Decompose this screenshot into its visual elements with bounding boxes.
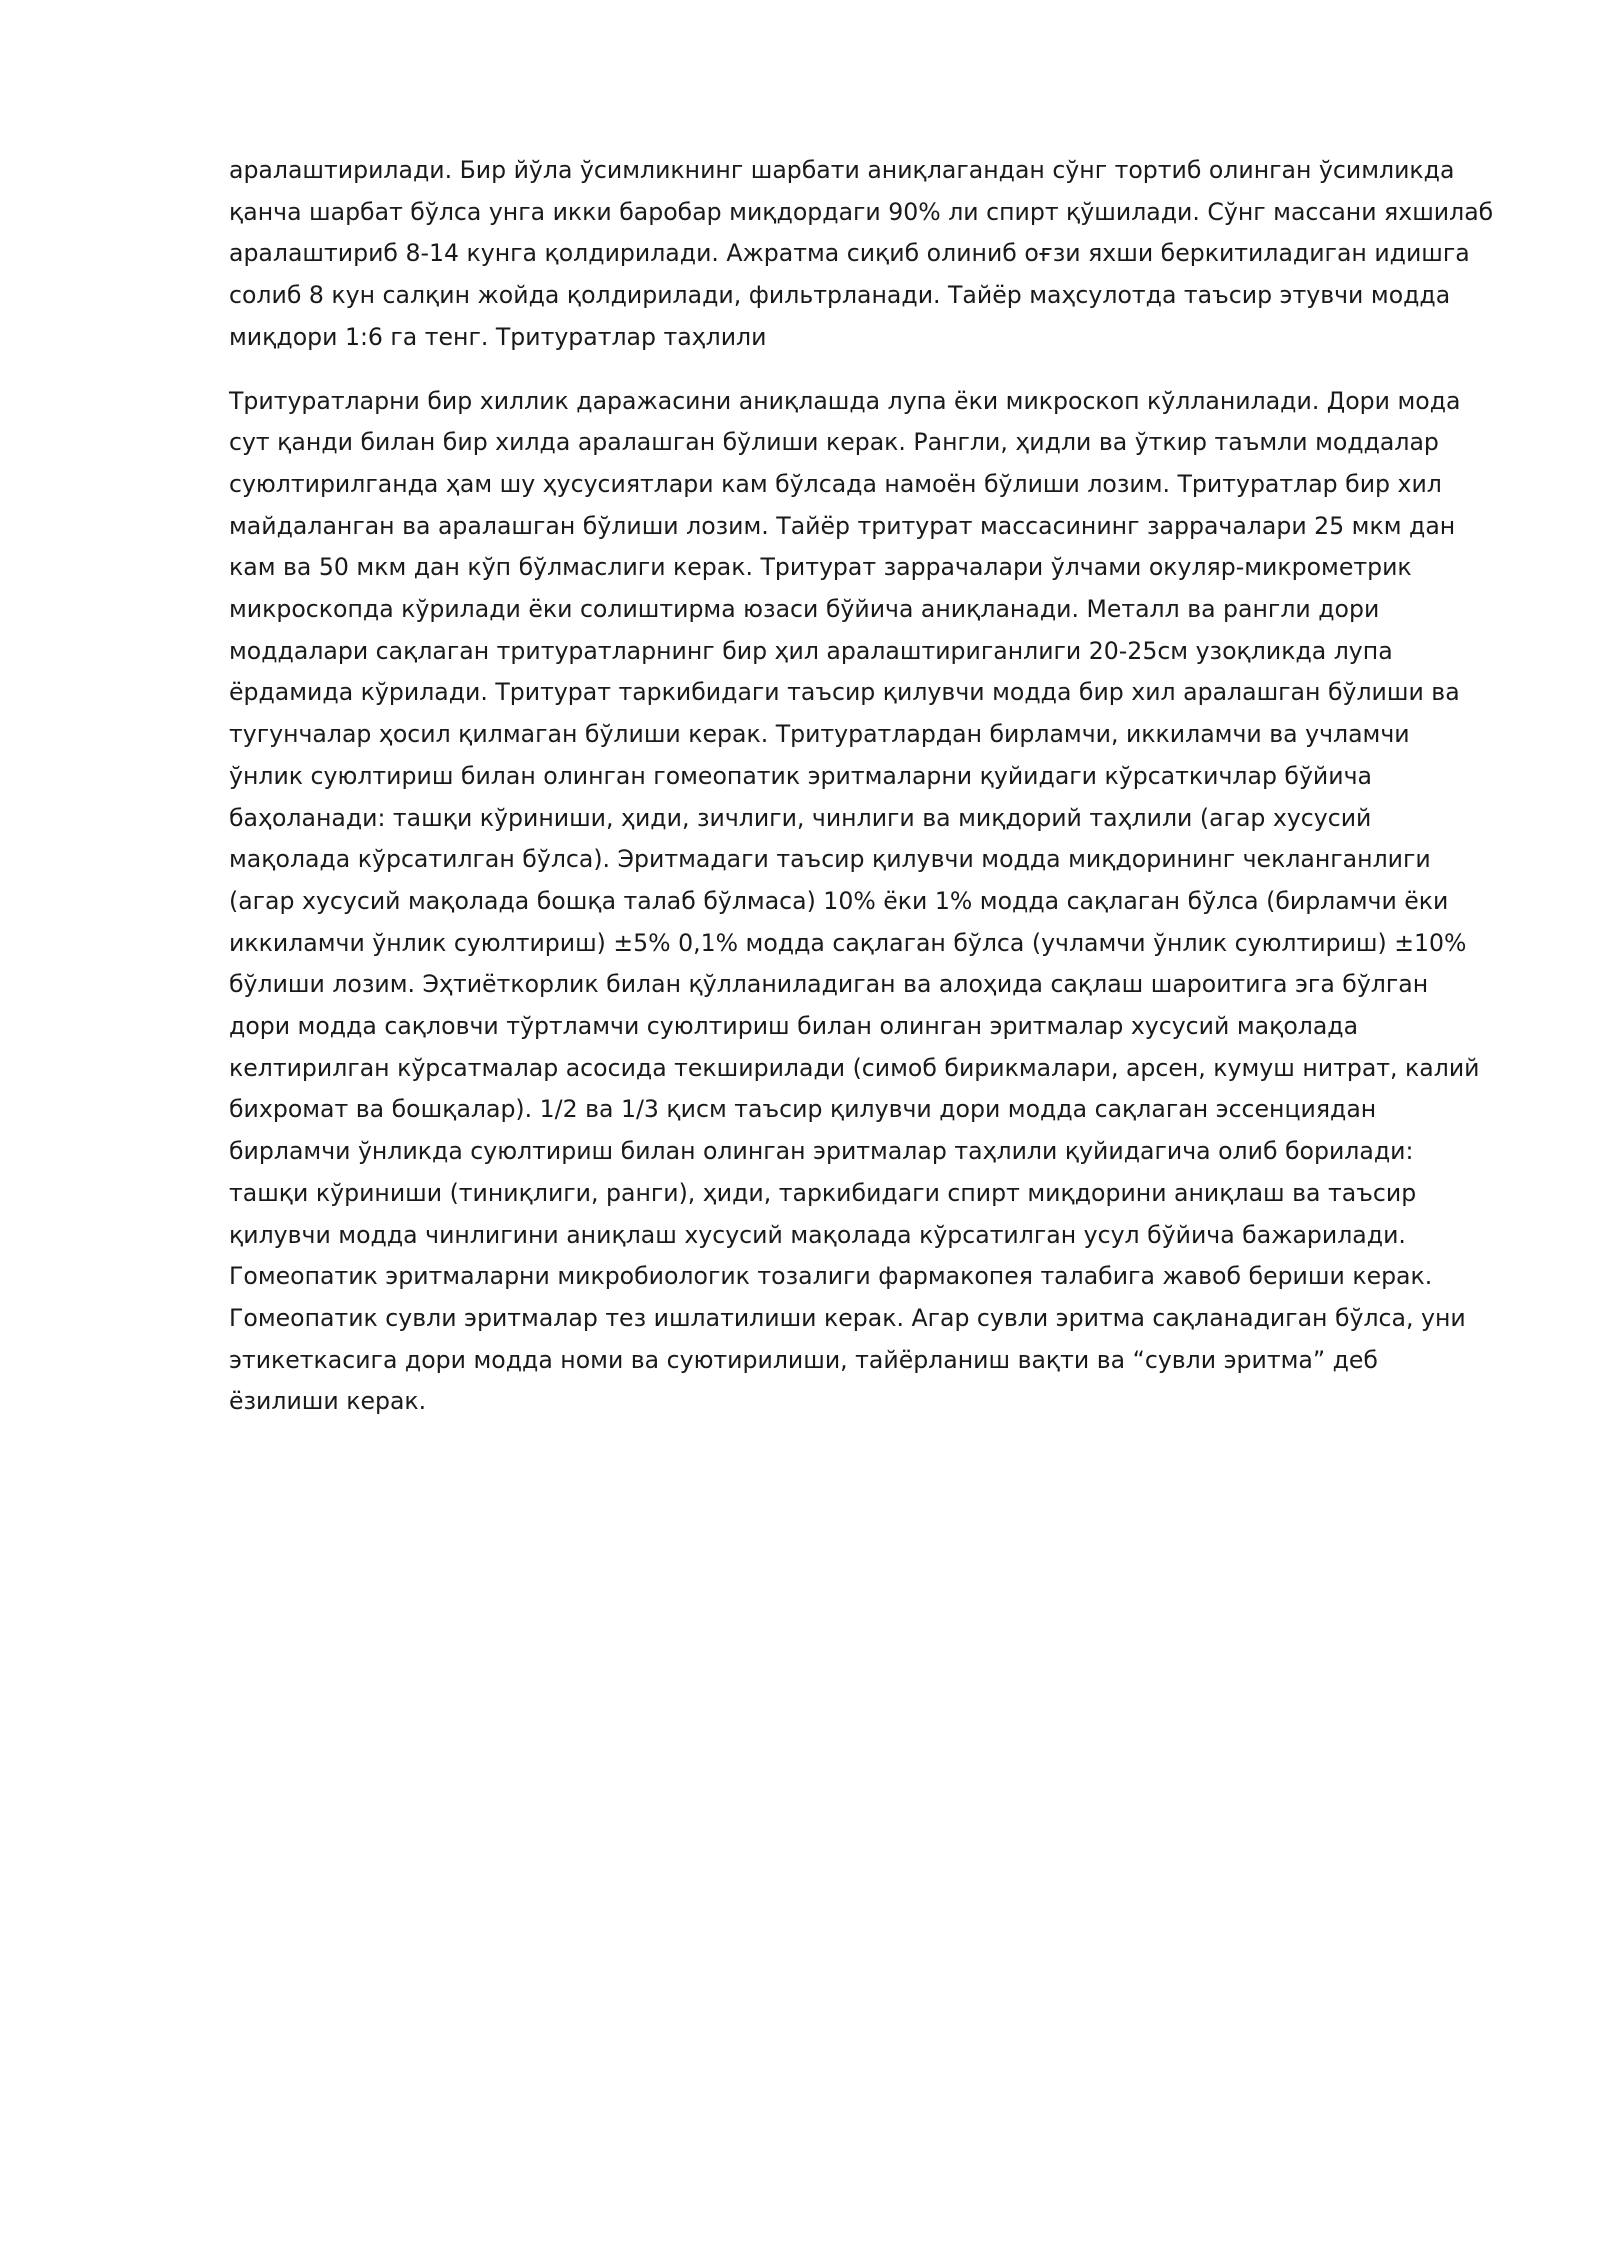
text-line: сут қанди билан бир хилда аралашган бўлиши керак. Рангли, ҳидли ва ўткир таъмли моддалар: [229, 428, 1439, 457]
text-line: ўнлик суюлтириш билан олинган гомеопатик эритмаларни қуйидаги кўрсаткичлар бўйича: [229, 761, 1372, 790]
text-line: ташқи кўриниши (тиниқлиги, ранги), ҳиди, таркибидаги спирт миқдорини аниқлаш ва таъсир: [229, 1178, 1417, 1207]
text-line: иккиламчи ўнлик суюлтириш) ±5% 0,1% модда сақлаган бўлса (учламчи ўнлик суюлтириш) ±10%: [229, 928, 1467, 957]
text-line: мақолада кўрсатилган бўлса). Эритмадаги таъсир қилувчи модда миқдорининг чекланганлиги: [229, 845, 1431, 874]
text-line: этикеткасига дори модда номи ва суютирилиши, тайёрланиш вақти ва “сувли эритма” деб: [229, 1345, 1378, 1374]
text-line: ёрдамида кўрилади. Тритурат таркибидаги таъсир қилувчи модда бир хил аралашган бўлиши ва: [229, 678, 1460, 707]
text-line: Гомеопатик эритмаларни микробиологик тозалиги фармакопея талабига жавоб бериши керак.: [229, 1262, 1433, 1291]
text-line: моддалари сақлаган тритуратларнинг бир ҳил аралаштириганлиги 20-25см узоқликда лупа: [229, 636, 1393, 665]
document-body: [229, 150, 1494, 1423]
text-line: аралаштириб 8-14 кунга қолдирилади. Ажратма сиқиб олиниб оғзи яхши беркитиладиган идишга: [229, 239, 1470, 268]
text-line: кам ва 50 мкм дан кўп бўлмаслиги керак. Тритурат заррачалари ўлчами окуляр-микрометрик: [229, 553, 1412, 582]
text-line: бихромат ва бошқалар). 1/2 ва 1/3 қисм таъсир қилувчи дори модда сақлаган эссенциядан: [229, 1095, 1377, 1124]
text-line: аралаштирилади. Бир йўла ўсимликнинг шарбати аниқлагандан сўнг тортиб олинган ўсимликда: [229, 156, 1455, 184]
text-line: суюлтирилганда ҳам шу ҳусусиятлари кам бўлсада намоён бўлиши лозим. Тритуратлар бир хил: [229, 469, 1442, 498]
text-line: микроскопда кўрилади ёки солиштирма юзаси бўйича аниқланади. Металл ва рангли дори: [229, 595, 1380, 624]
text-line: келтирилган кўрсатмалар асосида текширилади (симоб бирикмалари, арсен, кумуш нитрат, калий: [229, 1053, 1480, 1082]
text-line: тугунчалар ҳосил қилмаган бўлиши керак. Тритуратлардан бирламчи, иккиламчи ва учламчи: [229, 720, 1410, 749]
paragraph: [229, 150, 1494, 359]
text-line: Тритуратларни бир хиллик даражасини аниқлашда лупа ёки микроскоп кўлланилади. Дори мода: [229, 386, 1461, 415]
text-line: дори модда сақловчи тўртламчи суюлтириш билан олинган эритмалар хусусий мақолада: [229, 1012, 1359, 1041]
text-line: миқдори 1:6 га тенг. Тритуратлар таҳлили: [229, 322, 767, 351]
text-line: қанча шарбат бўлса унга икки баробар миқдордаги 90% ли спирт қўшилади. Сўнг массани яхшилаб: [229, 197, 1494, 226]
paragraph-spacing: [229, 359, 1489, 381]
text-line: Гомеопатик сувли эритмалар тез ишлатилиши керак. Агар сувли эритма сақланадиган бўлса, уни: [229, 1303, 1466, 1332]
text-line: қилувчи модда чинлигини аниқлаш хусусий мақолада кўрсатилган усул бўйича бажарилади.: [229, 1220, 1406, 1249]
text-line: бўлиши лозим. Эҳтиёткорлик билан қўлланиладиган ва алоҳида сақлаш шароитига эга бўлган: [229, 970, 1429, 999]
text-line: ёзилиши керак.: [229, 1387, 427, 1416]
text-line: бирламчи ўнликда суюлтириш билан олинган эритмалар таҳлили қуйидагича олиб борилади:: [229, 1137, 1414, 1166]
text-line: (агар хусусий мақолада бошқа талаб бўлмаса) 10% ёки 1% модда сақлаган бўлса (бирламчи ёки: [229, 886, 1449, 915]
text-line: баҳоланади: ташқи кўриниши, ҳиди, зичлиги, чинлиги ва миқдорий таҳлили (агар хусусий: [229, 803, 1372, 832]
text-line: солиб 8 кун салқин жойда қолдирилади, фильтрланади. Тайёр маҳсулотда таъсир этувчи модда: [229, 281, 1451, 310]
text-line: майдаланган ва аралашган бўлиши лозим. Тайёр тритурат массасининг заррачалари 25 мкм дан: [229, 511, 1456, 540]
paragraph: [229, 381, 1489, 1424]
